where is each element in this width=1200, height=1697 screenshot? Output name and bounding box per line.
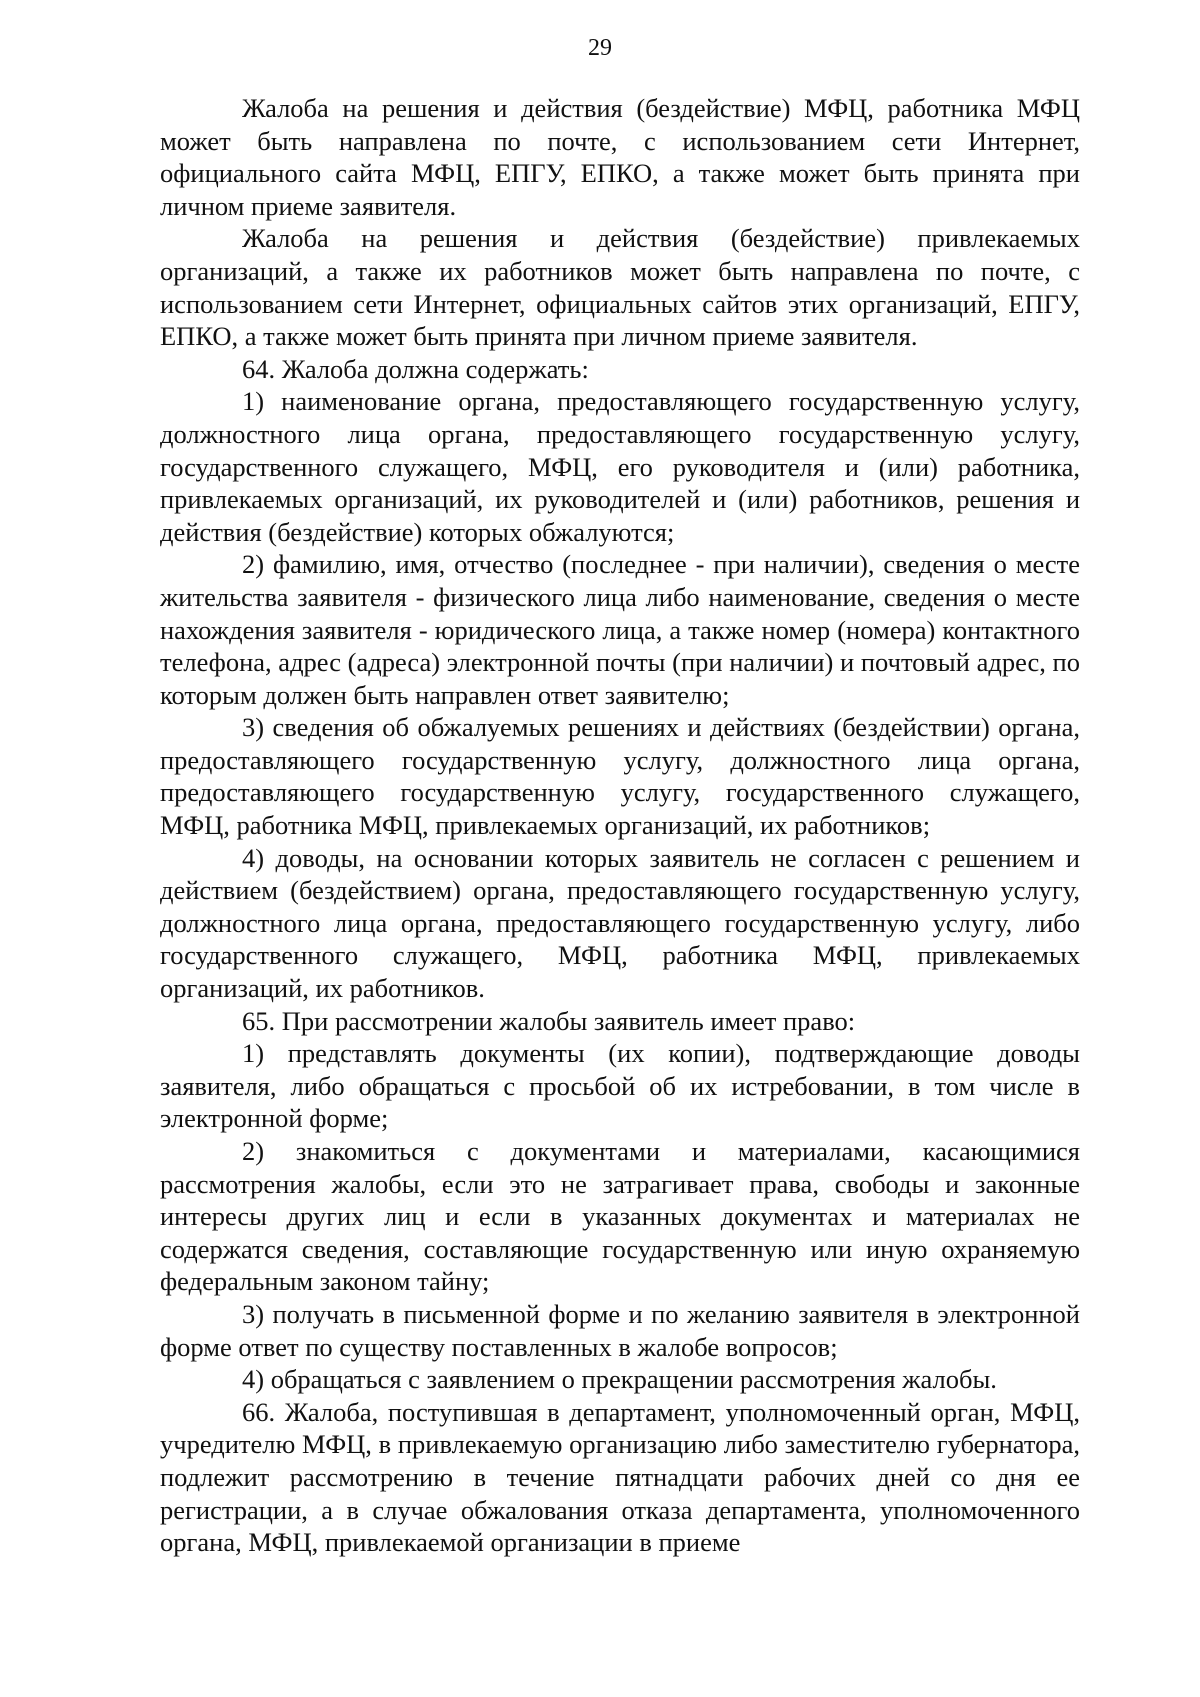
clause-64-heading: 64. Жалоба должна содержать: — [242, 353, 589, 384]
clause-65-item-2: 2) знакомиться с документами и материалами, касающимися рассмотрения жалобы, если это не затрагивает права, свободы и законные интересы других лиц и если в указанных документах и материалах не содержатся сведения, составляющие государственную или иную охраняемую федеральным законом тайну; — [160, 1136, 1080, 1297]
clause-64-item-1: 1) наименование органа, предоставляющего государственную услугу, должностного лица органа, предоставляющего государственную услугу, государственного служащего, МФЦ, его руководителя и (или) работника, привлекаемых организаций, их руководителей и (или) работников, решения и действия (бездействие) которых обжалуются; — [160, 386, 1080, 547]
clause-65-heading: 65. При рассмотрении жалобы заявитель имеет право: — [242, 1005, 856, 1036]
clause-65-item-1: 1) представлять документы (их копии), подтверждающие доводы заявителя, либо обращаться с просьбой об их истребовании, в том числе в электронной форме; — [160, 1038, 1080, 1134]
clause-66-text: 66. Жалоба, поступившая в департамент, уполномоченный орган, МФЦ, учредителю МФЦ, в привлекаемую организацию либо заместителю губернатора, подлежит рассмотрению в течение пятнадцати рабочих дней со дня ее регистрации, а в случае обжалования отказа департамента, уполномоченного органа, МФЦ, привлекаемой организации в приеме — [160, 1396, 1080, 1558]
clause-65-item-3: 3) получать в письменной форме и по желанию заявителя в электронной форме ответ по существу поставленных в жалобе вопросов; — [160, 1298, 1080, 1362]
clause-64-item-3: 3) сведения об обжалуемых решениях и действиях (бездействии) органа, предоставляющего государственную услугу, должностного лица органа, предоставляющего государственную услугу, государственного служащего, МФЦ, работника МФЦ, привлекаемых организаций, их работников; — [160, 712, 1080, 841]
paragraph-complaint-organizations: Жалоба на решения и действия (бездействие) привлекаемых организаций, а также их работников может быть направлена по почте, с использованием сети Интернет, официальных сайтов этих организаций, ЕПГУ, ЕПКО, а также может быть принята при личном приеме заявителя. — [160, 223, 1080, 352]
clause-64-item-2: 2) фамилию, имя, отчество (последнее - при наличии), сведения о месте жительства заявителя - физического лица либо наименование, сведения о месте нахождения заявителя - юридического лица, а также номер (номера) контактного телефона, адрес (адреса) электронной почты (при наличии) и почтовый адрес, по которым должен быть направлен ответ заявителю; — [160, 549, 1080, 710]
paragraph-complaint-mfc: Жалоба на решения и действия (бездействие) МФЦ, работника МФЦ может быть направлена по почте, с использованием сети Интернет, официального сайта МФЦ, ЕПГУ, ЕПКО, а также может быть принята при личном приеме заявителя. — [160, 93, 1080, 221]
clause-64-item-4: 4) доводы, на основании которых заявитель не согласен с решением и действием (бездействием) органа, предоставляющего государственную услугу, должностного лица органа, предоставляющего государственную услугу, либо государственного служащего, МФЦ, работника МФЦ, привлекаемых организаций, их работников. — [160, 842, 1080, 1004]
page-number: 29 — [588, 35, 612, 61]
clause-65-item-4: 4) обращаться с заявлением о прекращении рассмотрения жалобы. — [242, 1364, 997, 1395]
document-body — [160, 92, 1080, 1559]
